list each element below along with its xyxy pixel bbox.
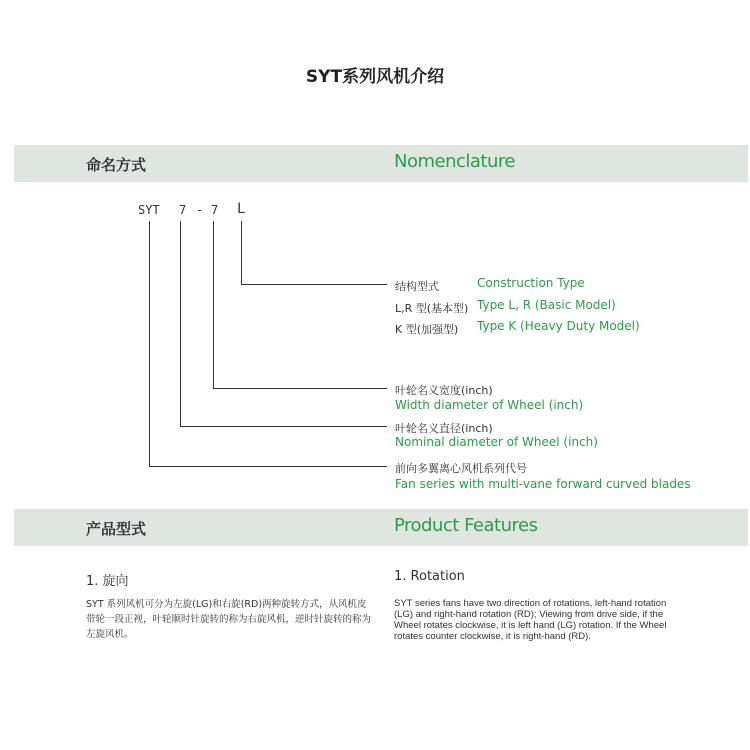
type-k-label-cn: K 型(加强型) bbox=[395, 323, 459, 336]
type-lr-label-en: Type L, R (Basic Model) bbox=[477, 298, 616, 312]
page-title: SYT系列风机介绍 bbox=[305, 67, 445, 87]
type-lr-label-cn: L,R 型(基本型) bbox=[395, 302, 469, 315]
type-k-label-en: Type K (Heavy Duty Model) bbox=[477, 319, 640, 333]
code-dash: - bbox=[196, 203, 204, 217]
code-digit-1: 7 bbox=[179, 203, 187, 217]
features-heading-en: Product Features bbox=[394, 515, 538, 536]
connector-type-horizontal bbox=[241, 284, 387, 285]
rotation-text-cn: SYT 系列风机可分为左旋(LG)和右旋(RD)两种旋转方式，从风机皮带轮一段正视，叶轮顺时针旋转的称为右旋风机，逆时针旋转的称为左旋风机。 bbox=[86, 599, 372, 640]
diameter-label-en: Nominal diameter of Wheel (inch) bbox=[395, 435, 598, 449]
connector-width-horizontal bbox=[213, 388, 387, 389]
rotation-title-en: 1. Rotation bbox=[394, 569, 465, 584]
connector-series-vertical bbox=[149, 221, 150, 467]
construction-label-cn: 结构型式 bbox=[395, 280, 439, 293]
series-label-en: Fan series with multi-vane forward curved blades bbox=[395, 477, 691, 491]
features-heading-cn: 产品型式 bbox=[86, 520, 147, 538]
features-header bbox=[14, 509, 748, 546]
connector-type-vertical bbox=[241, 221, 242, 285]
width-label-en: Width diameter of Wheel (inch) bbox=[395, 398, 584, 412]
diameter-label-cn: 叶轮名义直径(inch) bbox=[395, 422, 493, 435]
series-label-cn: 前向多翼离心风机系列代号 bbox=[395, 462, 527, 475]
code-digit-2: 7 bbox=[211, 203, 219, 217]
connector-series-horizontal bbox=[149, 466, 387, 467]
connector-diameter-vertical bbox=[180, 221, 181, 427]
code-series: SYT bbox=[138, 203, 160, 217]
width-label-cn: 叶轮名义宽度(inch) bbox=[395, 384, 493, 397]
rotation-text-en: SYT series fans have two direction of rotations, left-hand rotation (LG) and right-hand rotation (RD); Viewing from drive side, if the Wheel rotates clockwise, it is left hand (LG) rotation. If the Wheel rotates counter clockwise, it is right-hand (RD). bbox=[394, 598, 667, 642]
construction-label-en: Construction Type bbox=[477, 276, 585, 290]
nomenclature-heading-en: Nomenclature bbox=[394, 151, 515, 172]
rotation-title-cn: 1. 旋向 bbox=[86, 574, 129, 589]
connector-width-vertical bbox=[213, 221, 214, 389]
connector-diameter-horizontal bbox=[180, 426, 387, 427]
nomenclature-header bbox=[14, 145, 748, 182]
code-type: L bbox=[237, 201, 246, 217]
nomenclature-heading-cn: 命名方式 bbox=[86, 156, 147, 174]
